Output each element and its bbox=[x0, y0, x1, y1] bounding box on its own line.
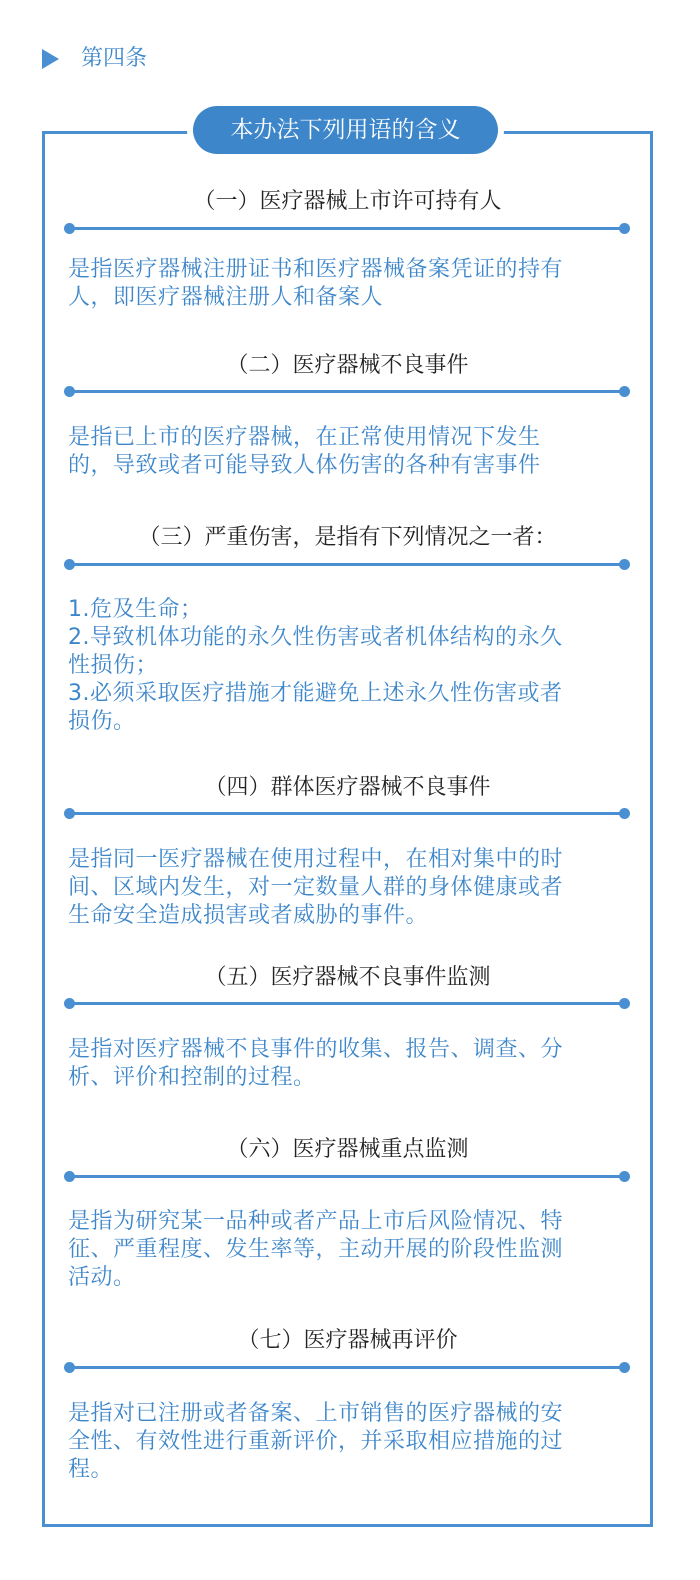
definition-line: 征、严重程度、发生率等，主动开展的阶段性监测 bbox=[68, 1237, 564, 1262]
divider-5 bbox=[68, 1002, 626, 1005]
term-title-2: （二）医疗器械不良事件 bbox=[226, 353, 469, 378]
definition-line: 是指为研究某一品种或者产品上市后风险情况、特 bbox=[68, 1209, 564, 1234]
divider-6 bbox=[68, 1175, 626, 1178]
article-header bbox=[42, 44, 147, 74]
definition-line: 1.危及生命； bbox=[68, 597, 203, 622]
definition-line: 性损伤； bbox=[68, 653, 159, 678]
term-definition-4 bbox=[68, 846, 640, 930]
term-definition-5 bbox=[68, 1036, 640, 1092]
definition-line: 是指对医疗器械不良事件的收集、报告、调查、分 bbox=[68, 1037, 564, 1062]
term-definition-7 bbox=[68, 1400, 640, 1484]
definition-line: 程。 bbox=[68, 1457, 114, 1482]
term-title-6: （六）医疗器械重点监测 bbox=[226, 1137, 469, 1162]
term-title-1: （一）医疗器械上市许可持有人 bbox=[193, 189, 502, 214]
definitions-box bbox=[42, 131, 653, 1527]
definition-line: 是指已上市的医疗器械，在正常使用情况下发生 bbox=[68, 425, 541, 450]
divider-2 bbox=[68, 390, 626, 393]
divider-4 bbox=[68, 812, 626, 815]
definition-line: 生命安全造成损害或者威胁的事件。 bbox=[68, 903, 429, 928]
term-title-5: （五）医疗器械不良事件监测 bbox=[204, 965, 491, 990]
term-title-4: （四）群体医疗器械不良事件 bbox=[204, 775, 491, 800]
definition-line: 全性、有效性进行重新评价，并采取相应措施的过 bbox=[68, 1429, 564, 1454]
box-heading-badge: 本办法下列用语的含义 bbox=[193, 106, 498, 154]
term-definition-1 bbox=[68, 256, 640, 312]
definition-line: 人，即医疗器械注册人和备案人 bbox=[68, 285, 384, 310]
definition-line: 间、区域内发生，对一定数量人群的身体健康或者 bbox=[68, 875, 564, 900]
definition-line: 的，导致或者可能导致人体伤害的各种有害事件 bbox=[68, 453, 541, 478]
term-definition-2 bbox=[68, 424, 640, 480]
term-title-7: （七）医疗器械再评价 bbox=[237, 1328, 458, 1353]
definition-line: 是指对已注册或者备案、上市销售的医疗器械的安 bbox=[68, 1401, 564, 1426]
definition-line: 析、评价和控制的过程。 bbox=[68, 1065, 316, 1090]
article-title: 第四条 bbox=[81, 46, 148, 71]
term-title-3: （三）严重伤害，是指有下列情况之一者： bbox=[138, 525, 557, 550]
definition-line: 3.必须采取医疗措施才能避免上述永久性伤害或者 bbox=[68, 681, 563, 706]
definition-line: 2.导致机体功能的永久性伤害或者机体结构的永久 bbox=[68, 625, 563, 650]
play-triangle-icon bbox=[42, 49, 59, 69]
definition-line: 损伤。 bbox=[68, 709, 136, 734]
definition-line: 是指同一医疗器械在使用过程中，在相对集中的时 bbox=[68, 847, 564, 872]
definition-line: 是指医疗器械注册证书和医疗器械备案凭证的持有 bbox=[68, 257, 564, 282]
divider-7 bbox=[68, 1366, 626, 1369]
definition-line: 活动。 bbox=[68, 1265, 136, 1290]
divider-3 bbox=[68, 563, 626, 566]
term-definition-6 bbox=[68, 1208, 640, 1292]
term-definition-3 bbox=[68, 596, 640, 736]
divider-1 bbox=[68, 227, 626, 230]
